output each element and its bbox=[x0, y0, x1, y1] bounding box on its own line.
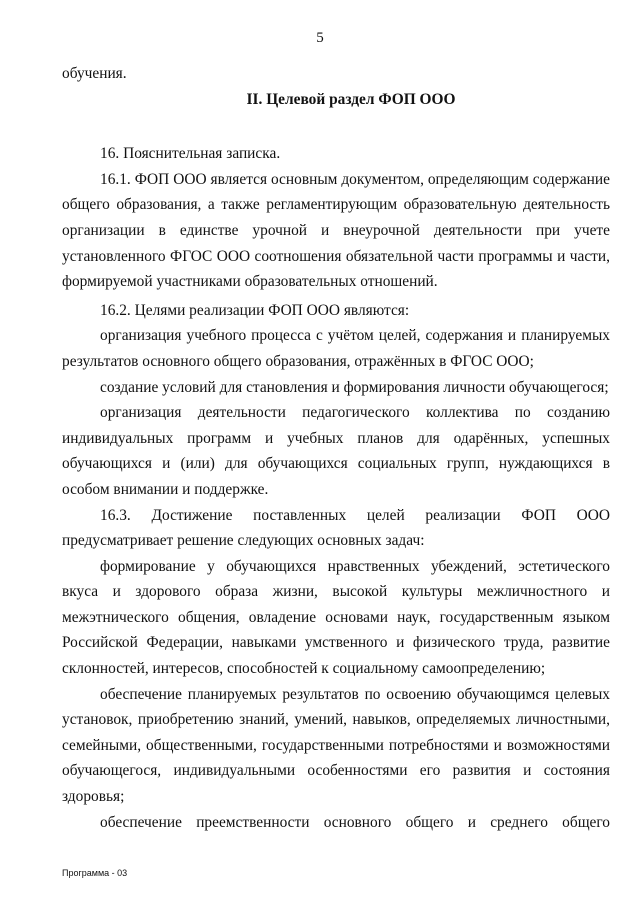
page-number: 5 bbox=[316, 30, 324, 46]
section-heading: II. Целевой раздел ФОП ООО bbox=[246, 90, 456, 108]
paragraph-goal-2: создание условий для становления и формирования личности обучающегося; bbox=[100, 378, 609, 396]
paragraph-16-2: 16.2. Целями реализации ФОП ООО являются: bbox=[100, 301, 410, 319]
paragraph-continuation: обучения. bbox=[62, 65, 127, 82]
paragraph-goal-1: организация учебного процесса с учётом целей, содержания и планируемых результатов основного общего образования, отражённых в ФГОС ООО; bbox=[62, 327, 610, 370]
paragraph-16-1: 16.1. ФОП ООО является основным документом, определяющим содержание общего образования, а также регламентирующим образовательную деятельность организации в единстве урочной и внеурочной деятельности при учете установленного ФГОС ООО соотношения обязательной части программы и части, формируемой участниками образовательных отношений. bbox=[62, 170, 610, 291]
paragraph-task-1: формирование у обучающихся нравственных убеждений, эстетического вкуса и здорового образа жизни, высокой культуры межличностного и межэтнического общения, овладение основами наук, государственным языком Российской Федерации, навыками умственного и физического труда, развитие склонностей, интересов, способностей к социальному самоопределению; bbox=[62, 557, 610, 678]
paragraph-task-3: обеспечение преемственности основного общего и среднего общего bbox=[100, 813, 610, 831]
paragraph-task-2: обеспечение планируемых результатов по освоению обучающимся целевых установок, приобретению знаний, умений, навыков, определяемых личностными, семейными, общественными, государственными потребностями и возможностями обучающегося, индивидуальными особенностями его развития и состояния здоровья; bbox=[62, 685, 610, 806]
document-body bbox=[62, 61, 610, 835]
paragraph-16-3: 16.3. Достижение поставленных целей реализации ФОП ООО предусматривает решение следующих основных задач: bbox=[62, 506, 610, 550]
footer-label: Программа - 03 bbox=[62, 868, 128, 878]
paragraph-goal-3: организация деятельности педагогического коллектива по созданию индивидуальных программ и учебных планов для одарённых, успешных обучающихся и (или) для обучающихся социальных групп, нуждающихся в особом внимании и поддержке. bbox=[62, 404, 610, 498]
paragraph-16: 16. Пояснительная записка. bbox=[100, 145, 281, 163]
